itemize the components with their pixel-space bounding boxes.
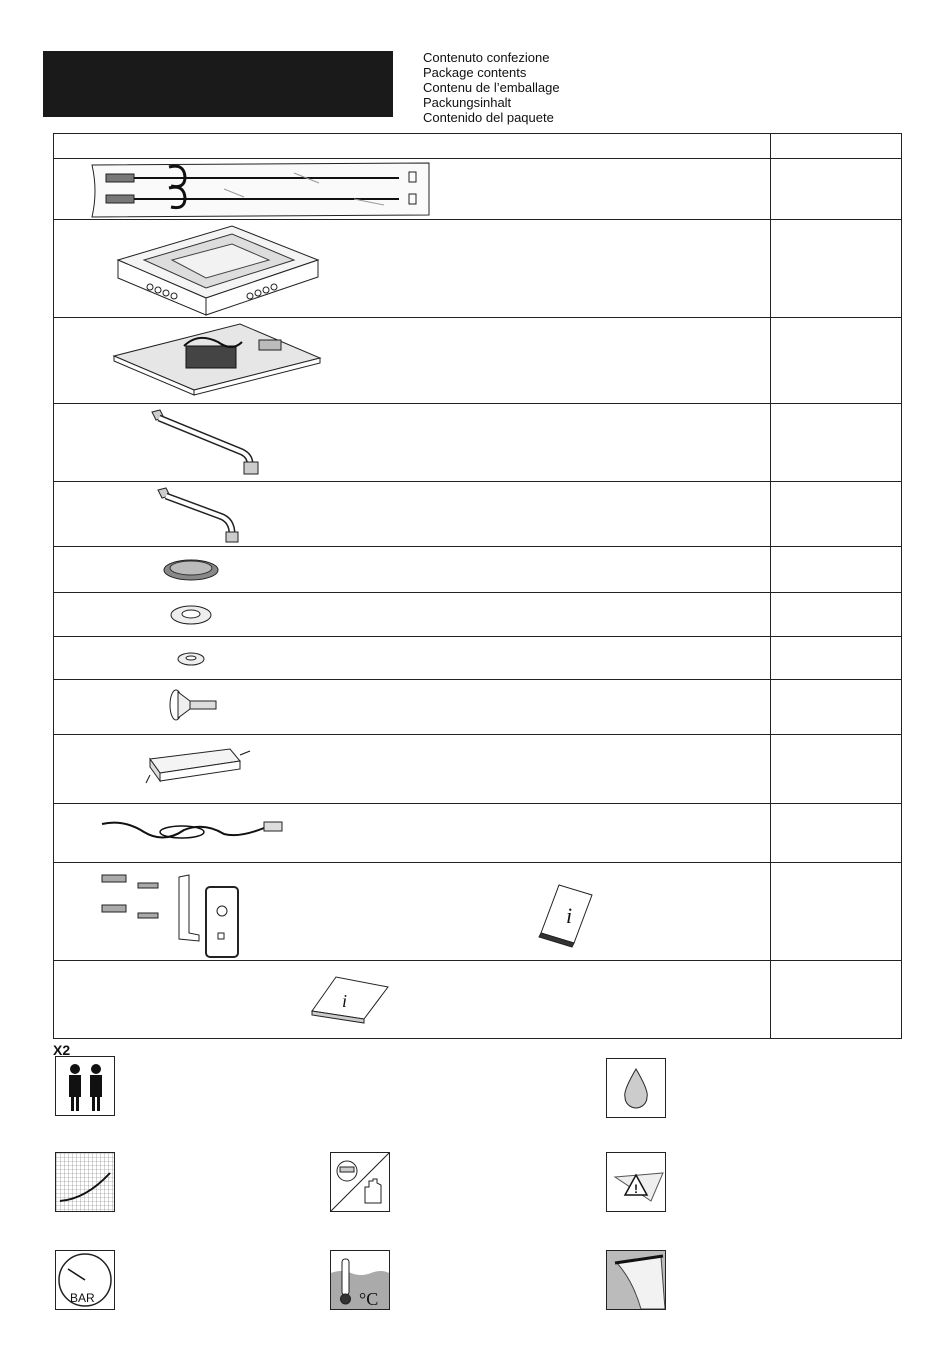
table-row bbox=[54, 960, 901, 1040]
title-spanish: Contenido del paquete bbox=[423, 110, 554, 125]
table-row bbox=[54, 317, 901, 403]
title-french: Contenu de l’emballage bbox=[423, 80, 560, 95]
wall-fixing-kit-and-manual-icon bbox=[54, 863, 770, 961]
package-contents-titles bbox=[423, 50, 560, 125]
pressure-curve-icon bbox=[55, 1152, 115, 1212]
contents-table bbox=[53, 133, 902, 1039]
installation-frame-icon bbox=[54, 220, 770, 318]
svg-text:i: i bbox=[566, 903, 573, 928]
table-row bbox=[54, 636, 901, 679]
bag-with-hooks-and-wires-icon bbox=[54, 159, 770, 220]
bar-label: BAR bbox=[70, 1291, 95, 1305]
filter-gasket-icon bbox=[54, 547, 770, 593]
title-german: Packungsinhalt bbox=[423, 95, 512, 110]
persons-count-label: X2 bbox=[53, 1042, 71, 1058]
svg-text:i: i bbox=[342, 991, 348, 1011]
table-row bbox=[54, 862, 901, 960]
table-row bbox=[54, 734, 901, 803]
waterfall-spout-icon bbox=[606, 1250, 666, 1310]
mounting-plate-icon bbox=[54, 318, 770, 404]
table-row bbox=[54, 679, 901, 734]
celsius-unit-label: °C bbox=[359, 1289, 379, 1309]
cable-with-connector-icon bbox=[54, 804, 770, 863]
table-row bbox=[54, 592, 901, 636]
goggles-and-gloves-icon bbox=[330, 1152, 390, 1212]
svg-text:!: ! bbox=[634, 1182, 638, 1196]
table-row bbox=[54, 219, 901, 317]
title-english: Package contents bbox=[423, 65, 527, 80]
pressure-gauge-icon bbox=[55, 1250, 115, 1310]
table-row bbox=[54, 158, 901, 219]
countersunk-screw-icon bbox=[54, 680, 770, 735]
small-washer-icon bbox=[54, 637, 770, 680]
title-italian: Contenuto confezione bbox=[423, 50, 550, 65]
flat-washer-icon bbox=[54, 593, 770, 637]
table-row bbox=[54, 803, 901, 862]
long-flexible-hose-icon bbox=[54, 404, 770, 482]
short-flexible-hose-icon bbox=[54, 482, 770, 547]
header-black-box bbox=[43, 51, 393, 117]
two-persons-icon bbox=[55, 1056, 115, 1116]
water-temperature-icon bbox=[330, 1250, 390, 1310]
table-row bbox=[54, 403, 901, 481]
sharp-edge-warning-icon bbox=[606, 1152, 666, 1212]
table-row bbox=[54, 481, 901, 546]
table-row bbox=[54, 546, 901, 592]
power-supply-icon bbox=[54, 735, 770, 804]
instruction-booklet-icon bbox=[54, 961, 770, 1041]
water-drop-icon bbox=[606, 1058, 666, 1118]
